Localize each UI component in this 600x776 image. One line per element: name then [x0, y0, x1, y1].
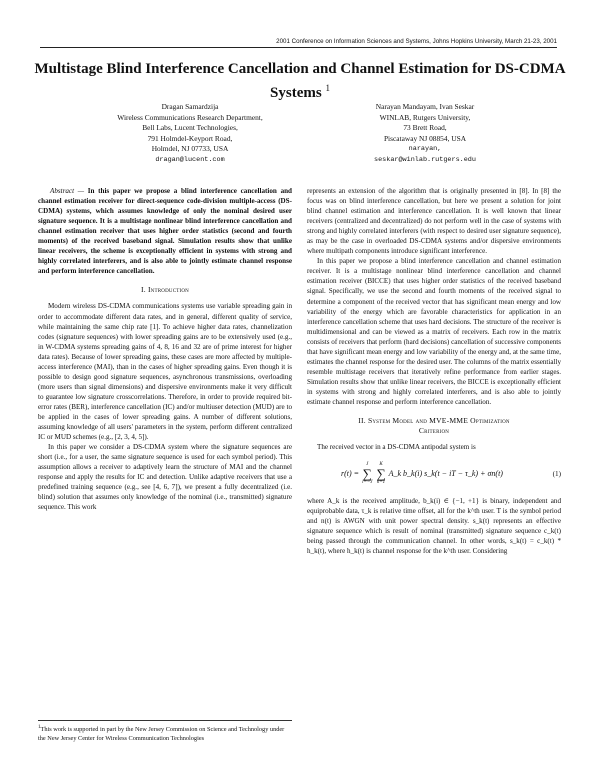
footnote-text: This work is supported in part by the New Jersey Commission on Science and Technology under the New Jersey Center for Wireless Communication Technologies: [38, 726, 285, 742]
author-address: Holmdel, NJ 07733, USA: [151, 144, 229, 153]
paragraph: where A_k is the received amplitude, b_k(i) ∈ {−1, +1} is binary, independent and equiprobable data, τ_k is relative time offset, all for the k^th user. T is the symbol period and n(t) is AWGN with unit power spectral density. s_k(t) represents an effective signature sequence which is result of nominal (transmitted) signature sequence c_k(t) being passed through the communication channel. In other words, s_k(t) = c_k(t) * h_k(t), where h_k(t) is channel response for the k^th user. Considering: [307, 497, 561, 556]
equation-rhs: A_k b_k(i) s_k(t − iT − τ_k) + σn(t): [388, 469, 503, 479]
sum-upper-limit: J: [366, 462, 369, 468]
author-email[interactable]: narayan,: [408, 145, 442, 153]
author-email[interactable]: seskar@winlab.rutgers.edu: [374, 155, 476, 164]
footnote-mark: 1: [38, 725, 41, 730]
equation-lhs: r(t) =: [341, 469, 360, 479]
sum-upper-limit: K: [379, 462, 383, 468]
left-column: [38, 186, 292, 512]
abstract-text: In this paper we propose a blind interference cancellation and channel estimation receiver for direct-sequence code-division multiple-access (DS-CDMA) systems, which assumes knowledge of only the nominal desired user signature sequence. It is a multistage nonlinear blind interference cancellation and channel estimation receiver that uses higher order statistics (second and fourth moments) of the received baseband signal. Simulation results show that unlike linear receivers, the scheme is exceptionally efficient in systems with strong and highly correlated interferers, and is also able to jointly estimate channel response and perform interference cancellation.: [38, 187, 293, 276]
paragraph: In this paper we consider a DS-CDMA system where the signature sequences are short (i.e., for a user, the same signature sequence is used for each symbol period). This assumption allows a receiver to adaptively learn the structure of MAI and the channel response and apply the results for IC and detection. Unlike adaptive receivers that use a predefined training sequence (e.g., see [4, 6, 7]), we present a fully decentralized (i.e. blind) solution that assumes only knowledge of the nominal (i.e., transmitted) signature sequence. This work: [38, 443, 292, 512]
paragraph: represents an extension of the algorithm that is originally presented in [8]. In [8] the focus was on blind interference cancellation, but here we present a solution for joint blind channel estimation and interference cancellation. It is well known that linear receivers (centralized and decentralized) do not perform well in the case of systems with strong and highly correlated interferers (with respect to desired user signature sequence), as may be the case in overloaded DS-CDMA systems and/or dispersive environments where multipath components introduce significant interference.: [307, 187, 561, 256]
author-address: Piscataway NJ 08854, USA: [383, 133, 467, 143]
author-name: Dragan Samardzija: [161, 102, 219, 111]
section-number: II.: [358, 416, 366, 426]
paper-title-text: Multistage Blind Interference Cancellation and Channel Estimation for DS-CDMA Systems: [34, 61, 566, 101]
sum-lower-limit: i=−J: [362, 480, 373, 486]
author-name: Narayan Mandayam, Ivan Seskar: [375, 102, 475, 111]
paragraph: Modern wireless DS-CDMA communications systems use variable spreading gain in order to accommodate different data rates, and in general, different quality of service, while maintaining the same chip rate [1]. To achieve higher data rates, channelization codes (signature sequences) with lower spreading gains are to be extensively used (e.g., in W-CDMA systems spreading gains of 4, 8, 16 and 32 are of prime interest for higher data rates). Because of lower spreading gains, these cases are more affected by multiple-access interference (MAI), than in the cases of higher spreading gains. Even though it is possible to design good signature sequences, asynchronous transmissions, overloading (more users than signal dimensions) and dispersive environments make it very difficult to guarantee low signature crosscorrelations. Therefore, in order to provide required bit-error rates (BER), interference cancellation (IC) and/or multiuser detection (MUD) are to be applied in the cases of lower spreading gains. A number of different solutions, assuming knowledge of all users' parameters in the system, perform different centralized IC or MUD schemes (e.g., [2, 3, 4, 5]).: [38, 302, 292, 442]
author-email[interactable]: dragan@lucent.com: [155, 155, 225, 164]
equation-number: (1): [552, 470, 561, 479]
abstract: [38, 186, 292, 276]
section-title-line2: Criterion: [418, 426, 450, 436]
section-number: I.: [141, 285, 146, 295]
footnote: [38, 720, 292, 743]
author-block-2: [320, 102, 530, 165]
section-title: System Model and MVE-MME Optimization: [367, 416, 510, 426]
sum-symbol: J ∑ i=−J: [362, 462, 373, 486]
author-block-1: [70, 102, 310, 165]
right-column: [307, 186, 561, 556]
sum-lower-limit: k=1: [377, 480, 386, 486]
equation-1: [307, 462, 561, 486]
author-affiliation: WINLAB, Rutgers University,: [379, 112, 471, 122]
author-affiliation: Bell Labs, Lucent Technologies,: [142, 123, 238, 132]
author-address: 791 Holmdel-Keyport Road,: [147, 133, 233, 143]
paragraph: The received vector in a DS-CDMA antipodal system is: [317, 443, 476, 452]
paper-title: [30, 60, 570, 103]
paragraph: In this paper we propose a blind interference cancellation and channel estimation receiver. It is a multistage nonlinear blind interference cancellation and channel estimation receiver (BICCE) that uses higher order statistics of the received baseband signal. Specifically, we use the second and fourth moments of the received signal to determine a component of the received vector that has significant mean energy and low variability of the energy which are favorable characteristics for application in an interference cancellation scheme that uses hard decisions. The structure of the receiver is multidimensional and can be viewed as a matrix of receivers. Each row in the matrix consists of receivers that perform (hard decisions) cancellation of successive components that have significant mean energy and low variability of the energy and, at the same time, estimates the channel response for the desired user. The columns of the matrix essentially resemble multistage receivers that iteratively refine performance from earlier stages. Simulation results show that unlike linear receivers, the BICCE is exceptionally efficient in systems with strong and highly correlated interferers, and is also able to jointly estimate channel response and perform interference cancellation.: [307, 257, 561, 406]
running-header: 2001 Conference on Information Sciences and Systems, Johns Hopkins University, March 21-23, 2001: [40, 38, 557, 48]
section-title: Introduction: [147, 285, 189, 295]
abstract-label: Abstract —: [50, 187, 85, 195]
author-address: 73 Brett Road,: [403, 123, 447, 132]
author-affiliation: Wireless Communications Research Department,: [117, 112, 263, 122]
sum-symbol: K ∑ k=1: [376, 462, 386, 486]
equation-body: [307, 462, 537, 486]
title-footnote-mark: 1: [325, 83, 330, 93]
section-heading-introduction: [38, 285, 292, 295]
section-heading-system-model: [307, 416, 561, 436]
